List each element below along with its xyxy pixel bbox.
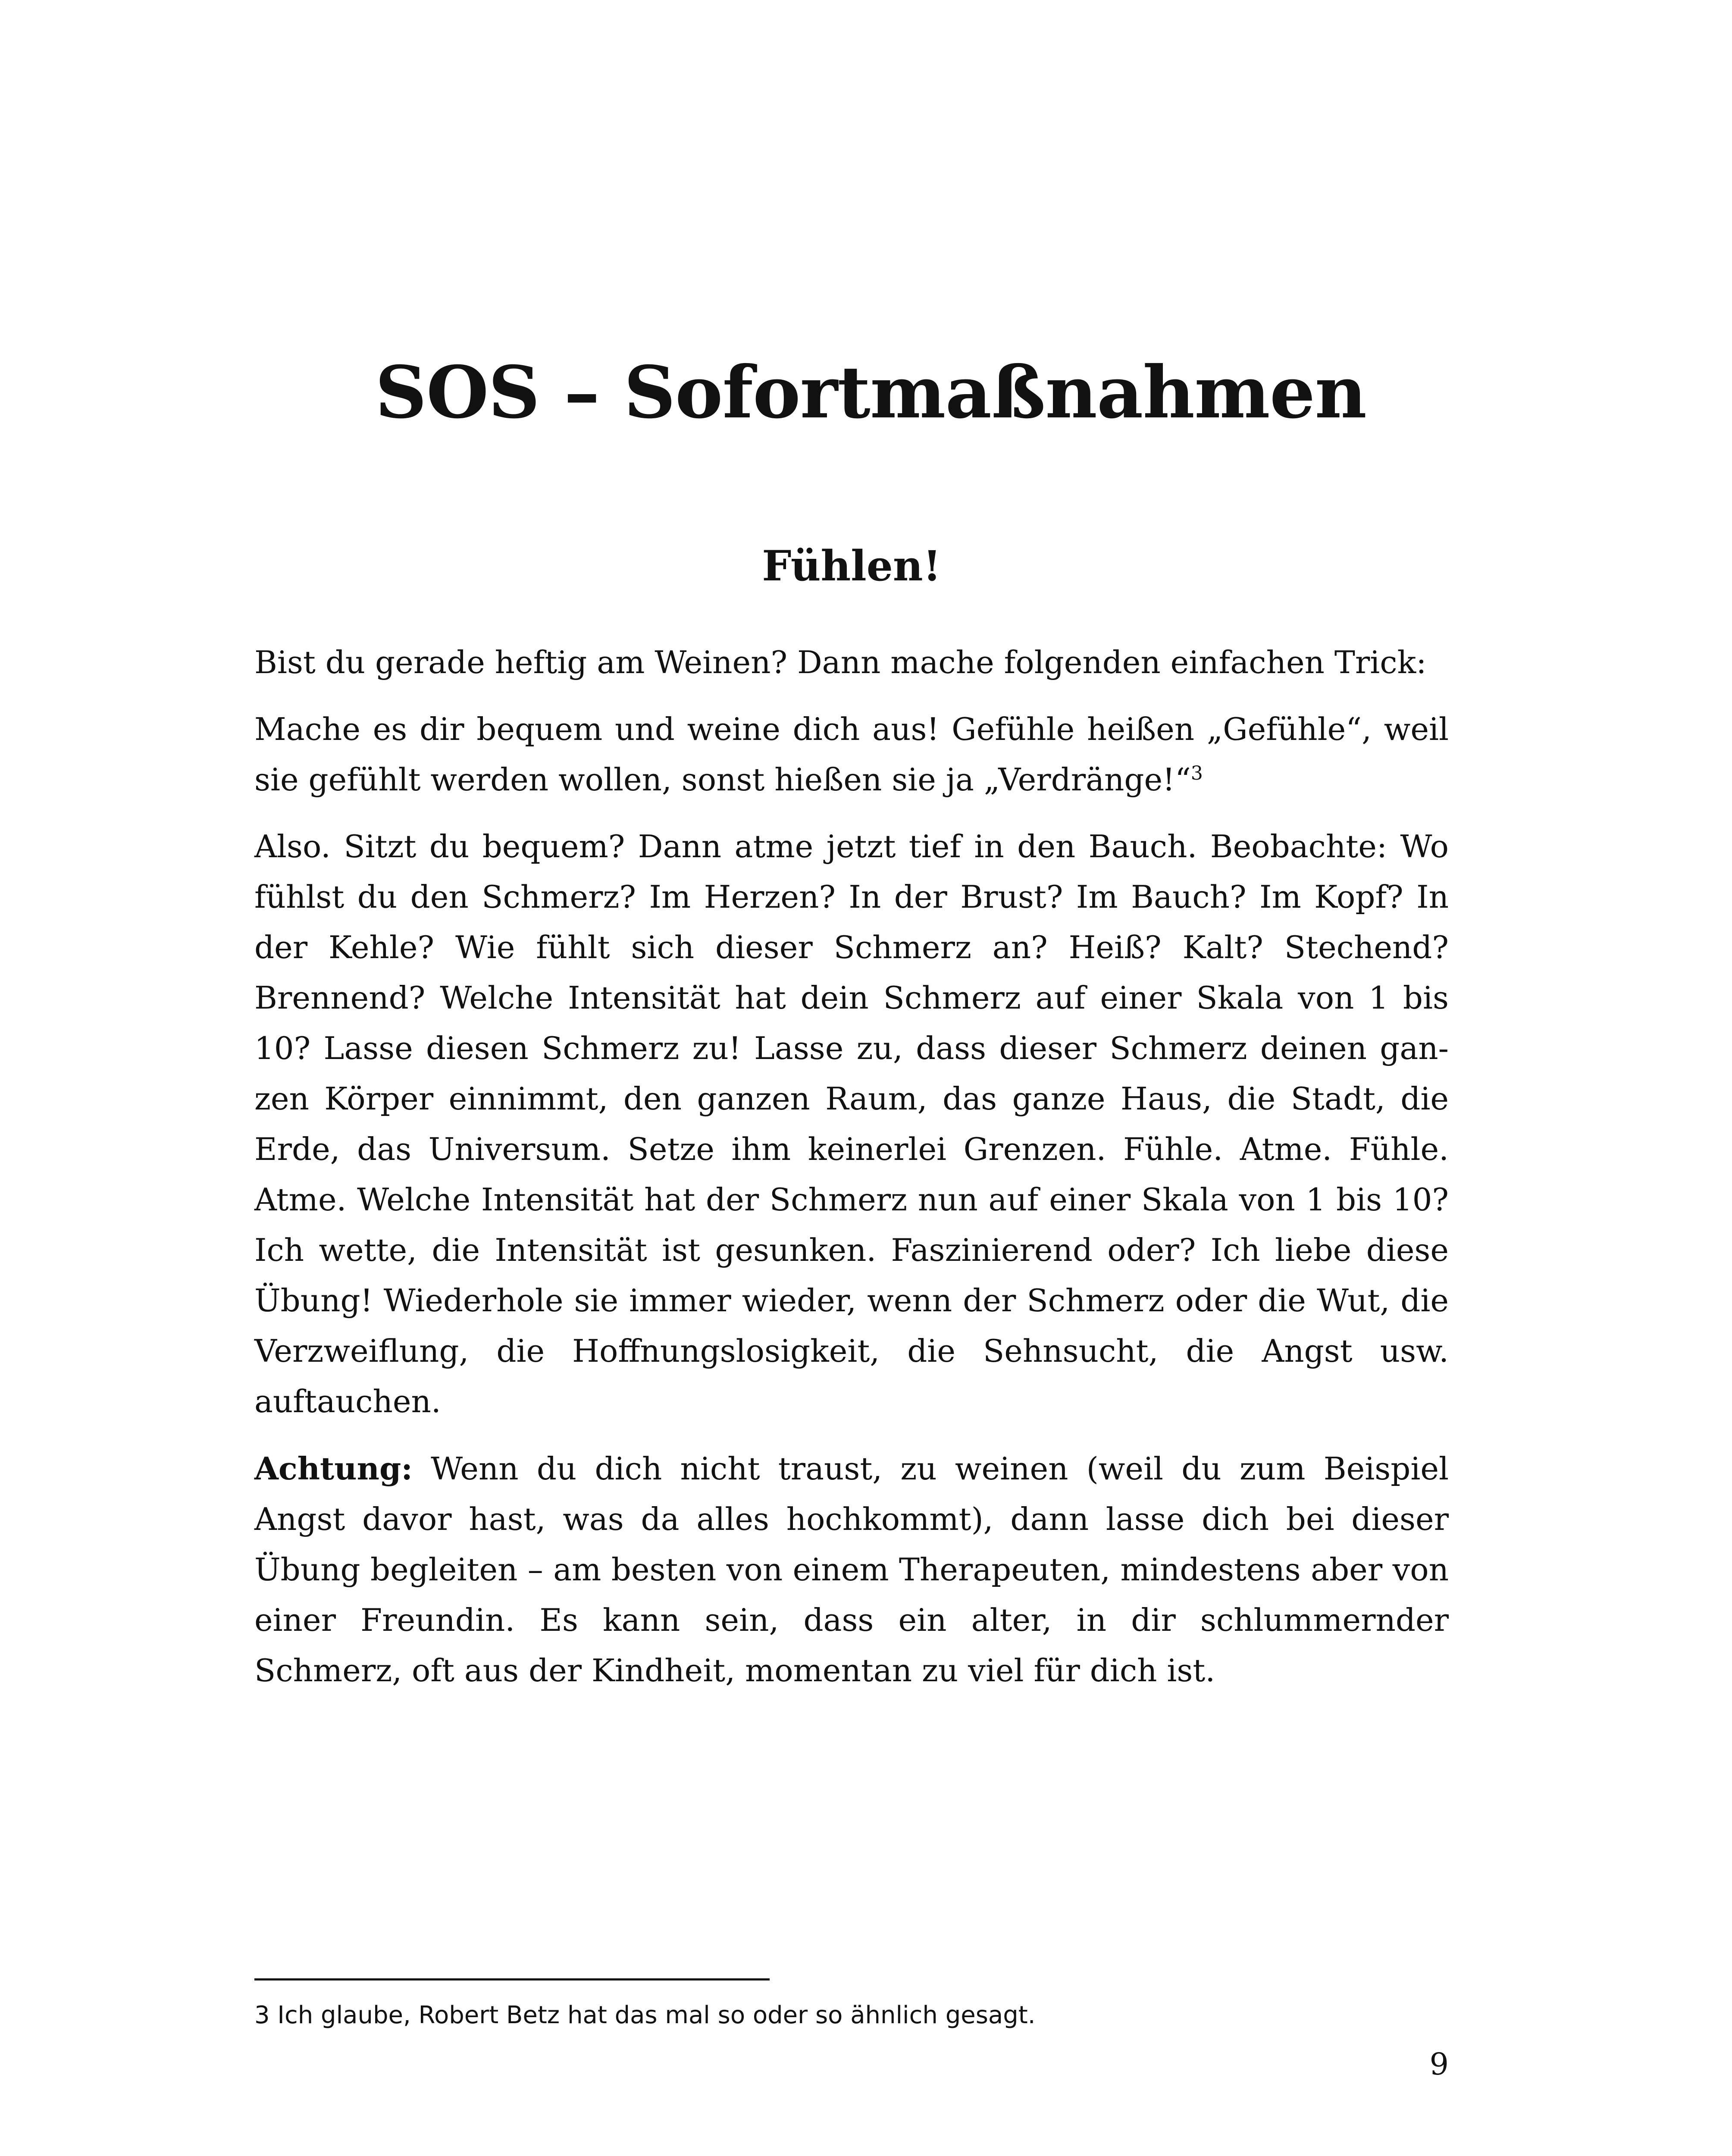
paragraph-intro: Bist du gerade heftig am Weinen? Dann mache folgenden einfachen Trick:	[254, 644, 1427, 680]
paragraph-exercise: Also. Sitzt du bequem? Dann atme jetzt tief in den Bauch. Beobachte: Wo fühlst du den Schmerz? Im Herzen? In der Brust? Im Bauch? Im Kopf? In der Kehle? Wie fühlt sich dieser Schmerz an? Heiß? Kalt? Stechend? Brennend? Welche Intensität hat dein Schmerz auf einer Skala von 1 bis 10? Lasse diesen Schmerz zu! Lasse zu, dass dieser Schmerz deinen ganzen Körper einnimmt, den ganzen Raum, das ganze Haus, die Stadt, die Erde, das Universum. Setze ihm keinerlei Grenzen. Fühle. Atme. Fühle. Atme. Welche Intensität hat der Schmerz nun auf einer Skala von 1 bis 10? Ich wette, die Intensität ist gesunken. Faszinierend oder? Ich liebe diese Übung! Wiederhole sie immer wieder, wenn der Schmerz oder die Wut, die Verzweiflung, die Hoffnungslosigkeit, die Sehnsucht, die Angst usw. auftauchen.	[254, 828, 1449, 1420]
section-title: Fühlen!	[762, 542, 941, 590]
chapter-title: SOS – Sofortmaßnahmen	[375, 351, 1367, 435]
paragraph-feelings-text: Mache es dir bequem und weine dich aus! Gefühle heißen „Gefühle“, weil sie gefühlt werden wollen, sonst hießen sie ja „Verdränge!“	[254, 711, 1449, 798]
page-number: 9	[1429, 2046, 1449, 2082]
paragraph-feelings	[254, 704, 1449, 805]
footnote-reference: 3	[1190, 762, 1203, 784]
footnote: 3 Ich glaube, Robert Betz hat das mal so oder so ähnlich gesagt.	[254, 2001, 1036, 2029]
warning-text: Wenn du dich nicht traust, zu weinen (weil du zum Beispiel Angst davor hast, was da alles hochkommt), dann lasse dich bei dieser Übung begleiten – am besten von einem Therapeuten, mindestens aber von einer Freundin. Es kann sein, dass ein alter, in dir schlummernder Schmerz, oft aus der Kindheit, momentan zu viel für dich ist.	[254, 1451, 1449, 1689]
warning-label: Achtung:	[254, 1450, 413, 1487]
body-text	[254, 637, 1449, 1712]
footnote-divider	[254, 1978, 770, 1981]
paragraph-warning	[254, 1443, 1449, 1696]
